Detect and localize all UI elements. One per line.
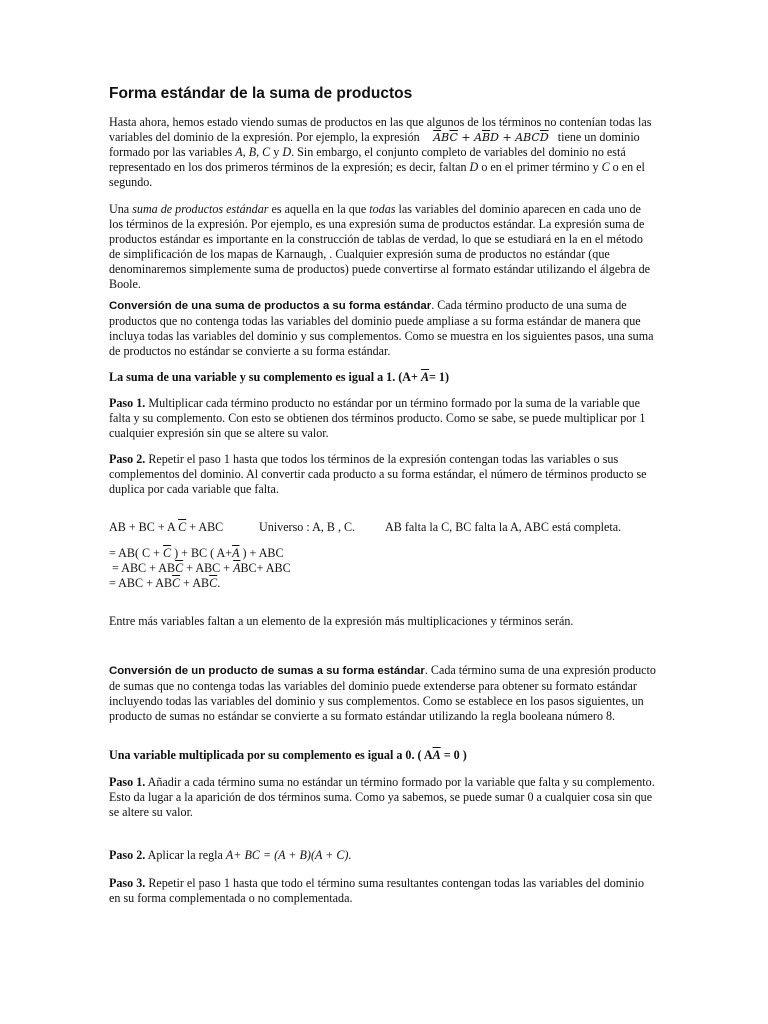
expr-part: + ABC bbox=[186, 520, 224, 534]
sop-step-1 bbox=[109, 396, 657, 441]
intro-text: o en el segundo. bbox=[109, 160, 645, 189]
step-text: Esto da lugar a la aparición de dos términos suma. Como ya sabemos, se puede sumar 0 a cualquier cosa sin que se altere su valor. bbox=[109, 790, 653, 819]
step-label: Paso 3. bbox=[109, 876, 146, 890]
step-label: Paso 2. bbox=[109, 848, 146, 862]
section-heading: Conversión de un producto de sumas a su forma estándar bbox=[109, 665, 425, 677]
expr-op: + bbox=[498, 131, 516, 144]
page-title: Forma estándar de la suma de productos bbox=[109, 85, 413, 102]
complement-variable: $\overline{A}$ bbox=[420, 370, 430, 384]
expr-term: B bbox=[441, 131, 450, 144]
para-text: Una bbox=[109, 202, 130, 216]
separator: , bbox=[256, 145, 263, 159]
para-text: . Cada término suma de una expresión producto de sumas que no contenga todas las variables del dominio puede extenderse para obtener su formato estándar incluyendo todas las variables del dominio y sus complementos. Como se establece en los pasos siguientes, un producto de sumas no estándar se convierte a su formato estándar utilizando la regla booleana número 8. bbox=[109, 663, 656, 723]
example-note: AB falta la C, BC falta la A, ABC está completa. bbox=[385, 520, 622, 534]
variable: C bbox=[601, 160, 610, 174]
pos-conversion-paragraph bbox=[109, 663, 657, 724]
expr-part: + AB bbox=[180, 576, 210, 590]
intro-text: Hasta ahora, hemos estado viendo sumas de productos en las que algunos de los términos no contenían todas las variables del dominio de la expresión. Por ejemplo, la expresión bbox=[109, 115, 652, 144]
step-text: Repetir el paso 1 hasta que todo el término suma resultantes contengan todas las variables del dominio en su forma complementada o no complementada. bbox=[109, 876, 645, 905]
expr-part: = ABC + AB bbox=[112, 561, 176, 575]
para-text: . Cada término producto de una suma de productos que no contenga todas las variables del dominio puede ampliase a su forma estándar de manera que incluya todas las variables del dominio y sus complementos. Como se muestra en los siguientes pasos, una suma de productos no estándar se convierte a su forma estándar. bbox=[109, 298, 654, 358]
complement-variable: $\overline{A}$ bbox=[232, 546, 240, 560]
variable: D bbox=[282, 145, 292, 159]
rule-sum-complement bbox=[109, 370, 657, 385]
expr-term: $\overline{D}$ bbox=[539, 131, 549, 144]
expr-part: = AB( C + bbox=[109, 546, 163, 560]
expr-term: A bbox=[474, 131, 483, 144]
expr-term: $\overline{A}$ bbox=[433, 131, 442, 144]
pos-step-3 bbox=[109, 876, 657, 906]
intro-paragraph bbox=[109, 115, 657, 190]
remark-paragraph: Entre más variables faltan a un elemento de la expresión más multiplicaciones y términos serán. bbox=[109, 614, 574, 628]
expr-part: ) + ABC bbox=[239, 546, 284, 560]
example-expression bbox=[109, 520, 259, 535]
complement-variable: $\overline{A}$ bbox=[432, 748, 441, 762]
example-expression bbox=[423, 131, 549, 144]
rule-text: La suma de una variable y su complemento es igual a 1. (A+ bbox=[109, 370, 421, 384]
derivation-line-1 bbox=[109, 546, 657, 561]
expr-part: . bbox=[217, 576, 221, 590]
expr-term: $\overline{C}$ bbox=[449, 131, 458, 144]
expr-op: + bbox=[457, 131, 475, 144]
expr-term: D bbox=[490, 131, 499, 144]
intro-text: . Sin embargo, el conjunto completo de variables del dominio no está representado en los dos primeros términos de la expresión; es decir, faltan bbox=[109, 145, 626, 174]
boolean-rule: A+ BC = (A + B)(A + C). bbox=[225, 848, 352, 862]
step-text: Multiplicar cada término producto no estándar por un término formado por la suma de la variable que falta y su complemento. Con esto se obtienen dos términos producto. Como se sabe, se puede multiplicar por 1 cualquier expresión sin que se altere su valor. bbox=[109, 396, 646, 440]
intro-text: o en el primer término y bbox=[481, 160, 599, 174]
expr-term: A bbox=[515, 131, 524, 144]
step-text: Aplicar la regla bbox=[147, 848, 223, 862]
universe-label: Universo : A, B , C. bbox=[259, 520, 356, 534]
variable: A bbox=[235, 145, 243, 159]
expr-term: $\overline{B}$ bbox=[482, 131, 491, 144]
rule-product-complement bbox=[109, 748, 657, 763]
expr-part: ) + BC ( A+ bbox=[171, 546, 233, 560]
complement-variable: $\overline{A}$ bbox=[233, 561, 241, 575]
expr-part: AB + BC + A bbox=[109, 520, 179, 534]
separator: y bbox=[270, 145, 283, 159]
pos-step-1 bbox=[109, 775, 657, 820]
rule-text: = 0 ) bbox=[440, 748, 467, 762]
complement-variable: $\overline{C}$ bbox=[178, 520, 187, 534]
pos-step-2 bbox=[109, 848, 657, 863]
expr-term: BC bbox=[523, 131, 540, 144]
sop-conversion-paragraph bbox=[109, 298, 657, 359]
emphasis: todas bbox=[369, 202, 396, 216]
step-label: Paso 1. bbox=[109, 396, 146, 410]
complement-variable: $\overline{C}$ bbox=[172, 576, 181, 590]
complement-variable: $\overline{C}$ bbox=[209, 576, 218, 590]
intro-text: tiene un dominio formado por las variables bbox=[109, 130, 640, 159]
expr-part: = ABC + AB bbox=[109, 576, 173, 590]
example-line bbox=[109, 520, 669, 535]
standard-sop-paragraph bbox=[109, 202, 657, 292]
variable: C bbox=[262, 145, 271, 159]
section-heading: Conversión de una suma de productos a su forma estándar bbox=[109, 300, 432, 312]
separator: , bbox=[242, 145, 249, 159]
variable: B bbox=[248, 145, 257, 159]
complement-variable: $\overline{C}$ bbox=[175, 561, 184, 575]
rule-text: . ( A bbox=[411, 748, 433, 762]
step-text: Repetir el paso 1 hasta que todos los términos de la expresión contengan todas las variables o sus complementos del dominio. Al convertir cada producto a su forma estándar, el número de términos producto se duplica por cada variable que falta. bbox=[109, 452, 647, 496]
complement-variable: $\overline{C}$ bbox=[162, 546, 172, 560]
para-text: es aquella en la que bbox=[271, 202, 367, 216]
step-label: Paso 1. bbox=[109, 775, 146, 789]
expr-part: + ABC + bbox=[183, 561, 234, 575]
para-text: las variables del dominio aparecen en cada uno de los términos de la expresión. Por ejemplo, es una expresión suma de productos estándar. La expresión suma de productos estándar es importante en la construcción de tablas de verdad, lo que se estudiará en la en el método de simplificación de los mapas de Karnaugh, . Cualquier expresión suma de productos no estándar (que denominaremos simplemente suma de productos) puede convertirse al formato estándar utilizando el álgebra de Boole. bbox=[109, 202, 651, 291]
variable: D bbox=[469, 160, 479, 174]
derivation-line-2 bbox=[109, 561, 657, 576]
step-label: Paso 2. bbox=[109, 452, 146, 466]
step-text: Añadir a cada término suma no estándar un término formado por la variable que falta y su complemento. bbox=[147, 775, 655, 789]
derivation-line-3 bbox=[109, 576, 657, 591]
rule-text: Una variable multiplicada por su complemento es igual a 0 bbox=[109, 748, 412, 762]
rule-text: = 1) bbox=[429, 370, 450, 384]
expr-part: BC+ ABC bbox=[240, 561, 291, 575]
sop-step-2 bbox=[109, 452, 657, 497]
emphasis: suma de productos estándar bbox=[132, 202, 269, 216]
